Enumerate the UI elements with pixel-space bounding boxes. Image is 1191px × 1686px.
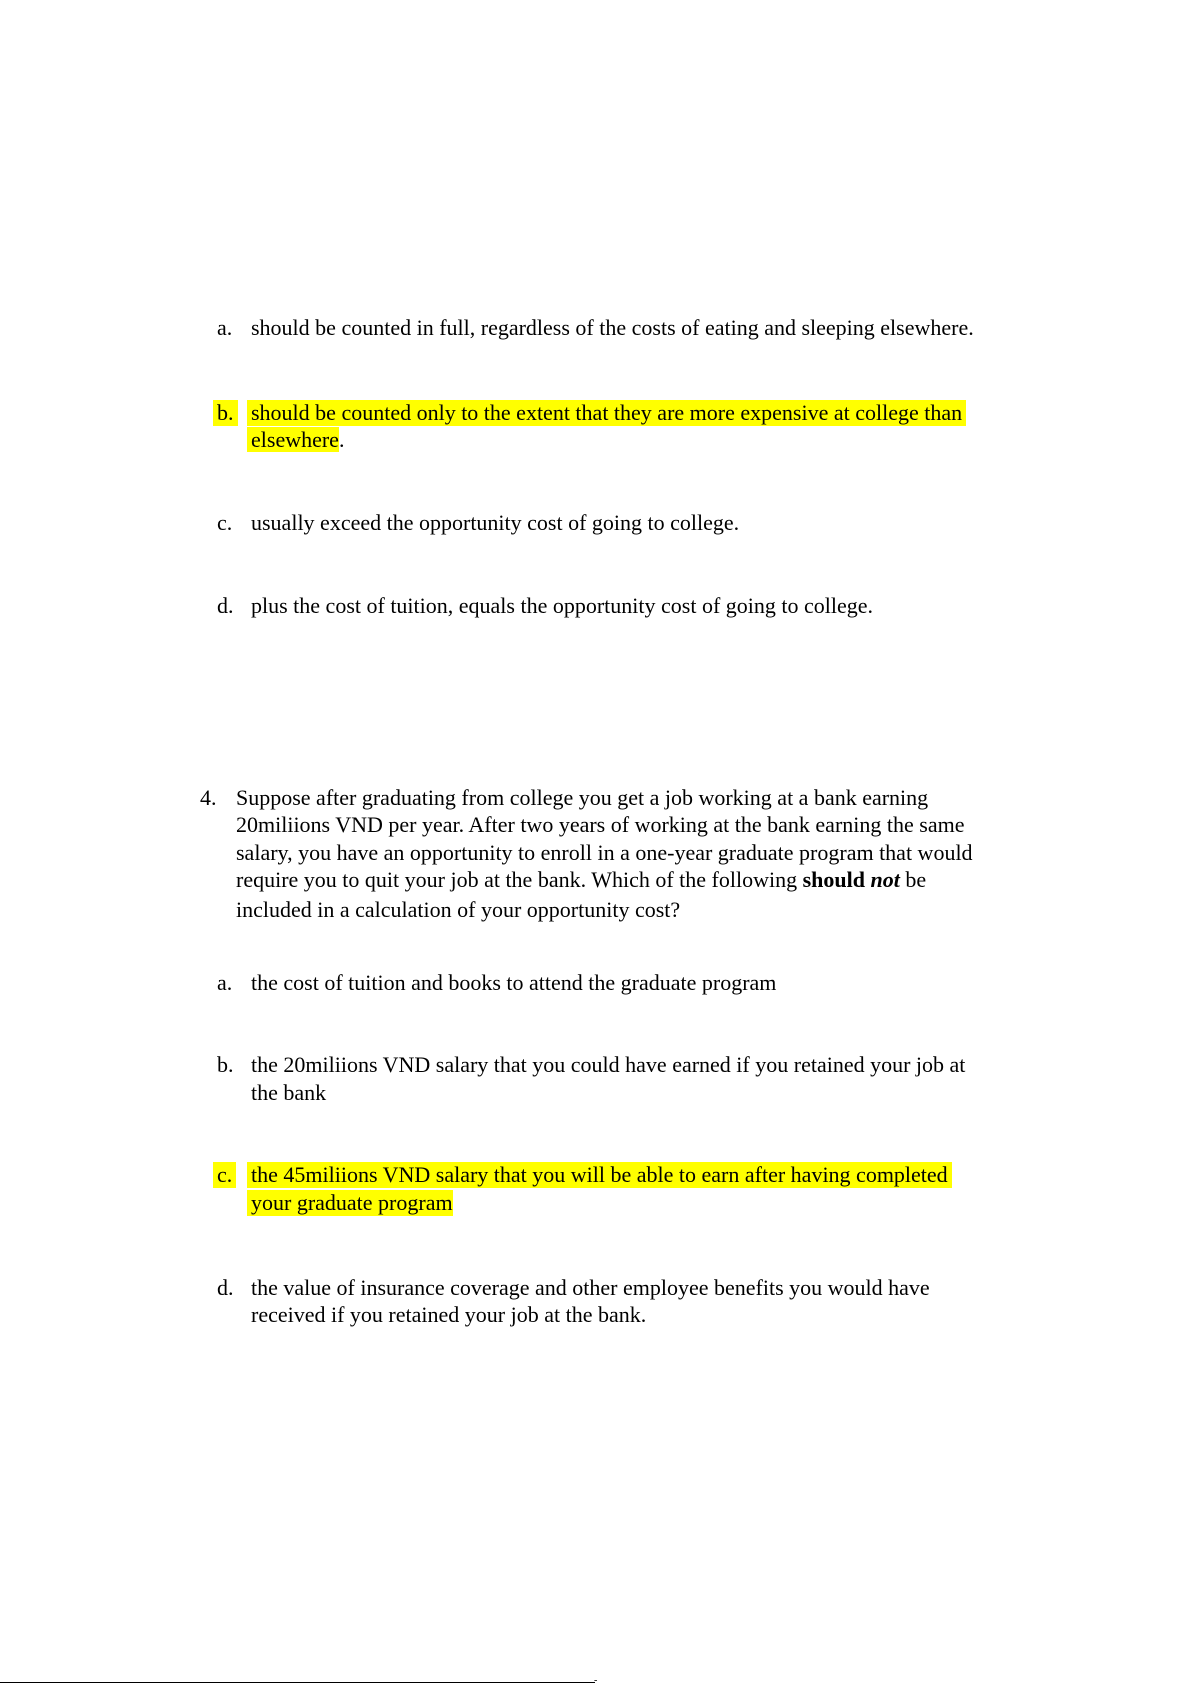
q3-option-a-label: a. bbox=[217, 315, 233, 340]
q4-option-b-text-line2: the bank bbox=[251, 1080, 327, 1105]
q4-question-line3: salary, you have an opportunity to enroll in a one-year graduate program that would bbox=[236, 840, 973, 865]
q4-question-line4 bbox=[236, 867, 926, 893]
q4-option-a-label: a. bbox=[217, 970, 233, 995]
footer-mark: - bbox=[594, 1675, 598, 1686]
q4-line4-tail: be bbox=[899, 867, 927, 892]
q4-option-d-label: d. bbox=[217, 1275, 234, 1300]
q4-question-line2: 20miliions VND per year. After two years of working at the bank earning the same bbox=[236, 812, 965, 837]
q4-option-d-text-line1: the value of insurance coverage and other employee benefits you would have bbox=[251, 1275, 930, 1300]
q4-line4-text: require you to quit your job at the bank. Which of the following bbox=[236, 867, 803, 892]
q4-option-b-label: b. bbox=[217, 1052, 234, 1077]
q3-option-b-highlighted-word: elsewhere bbox=[247, 427, 339, 452]
q3-option-b-period: . bbox=[338, 427, 345, 452]
q4-emphasis-not: not bbox=[870, 867, 900, 892]
q4-option-a-text: the cost of tuition and books to attend the graduate program bbox=[251, 970, 777, 995]
q3-option-b-text-line2 bbox=[247, 427, 344, 453]
q3-option-d-text: plus the cost of tuition, equals the opportunity cost of going to college. bbox=[251, 593, 874, 618]
q3-option-b-label: b. bbox=[213, 400, 238, 426]
q4-question-line5: included in a calculation of your opportunity cost? bbox=[236, 897, 681, 922]
footer-divider bbox=[0, 1682, 595, 1683]
q4-number: 4. bbox=[200, 785, 217, 810]
q4-question-line1: Suppose after graduating from college you get a job working at a bank earning bbox=[236, 785, 929, 810]
q4-emphasis-should: should bbox=[802, 867, 865, 892]
q4-option-c-label: c. bbox=[213, 1162, 236, 1188]
q3-option-d-label: d. bbox=[217, 593, 234, 618]
q4-option-b-text-line1: the 20miliions VND salary that you could have earned if you retained your job at bbox=[251, 1052, 966, 1077]
q3-option-b-text-line1: should be counted only to the extent that they are more expensive at college than bbox=[247, 400, 966, 426]
q3-option-c-label: c. bbox=[217, 510, 233, 535]
q3-option-c-text: usually exceed the opportunity cost of going to college. bbox=[251, 510, 740, 535]
q4-option-d-text-line2: received if you retained your job at the bank. bbox=[251, 1302, 647, 1327]
q4-option-c-text-line1: the 45miliions VND salary that you will be able to earn after having completed bbox=[247, 1162, 952, 1188]
q3-option-a-text: should be counted in full, regardless of the costs of eating and sleeping elsewhere. bbox=[251, 315, 974, 340]
q4-option-c-text-line2: your graduate program bbox=[247, 1190, 453, 1216]
